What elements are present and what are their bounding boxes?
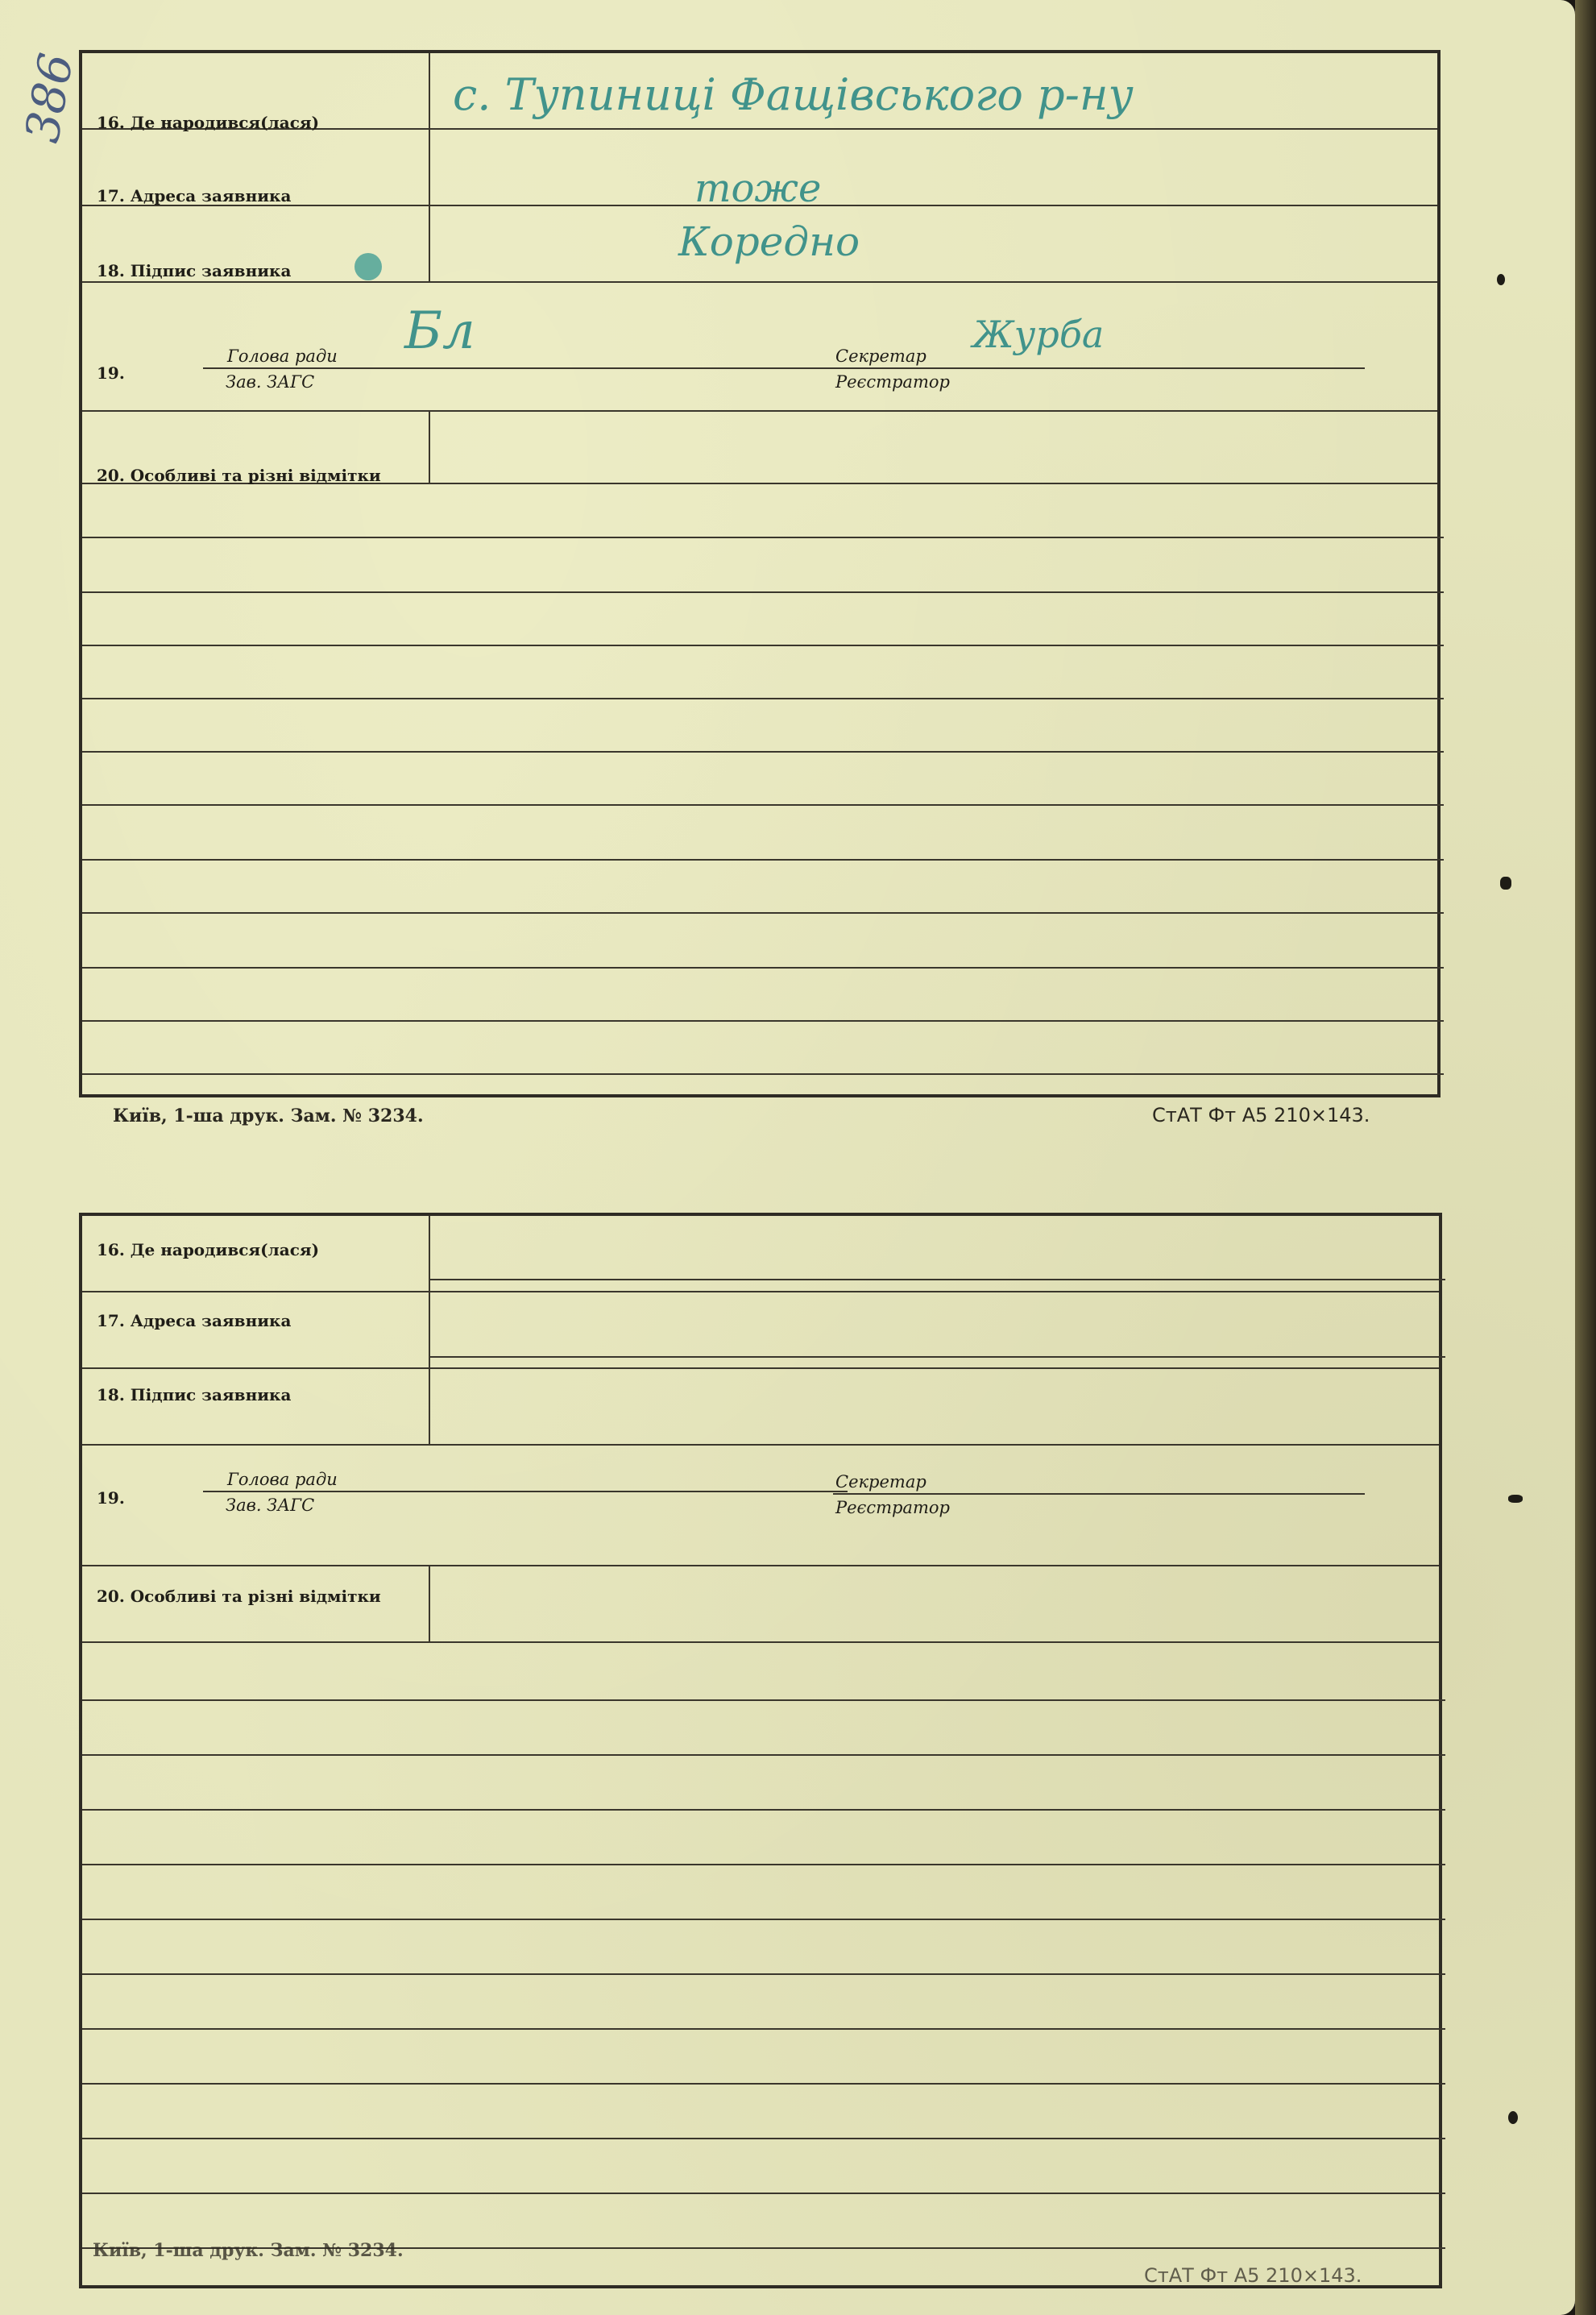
- head-title: Голова ради: [227, 346, 338, 366]
- binding-hole: [1497, 274, 1505, 285]
- field-notes-label: 20. Особливі та різні відмітки: [97, 1587, 381, 1606]
- handwritten-birthplace: с. Тупиниці Фащівського р-ну: [453, 69, 1134, 120]
- handwritten-secretary-signature: Журба: [972, 313, 1105, 356]
- bottom-form: [79, 1213, 1442, 2288]
- registrar-head-title: Зав. ЗАГС: [226, 372, 315, 392]
- secretary-title: Секретар: [835, 346, 927, 366]
- registrar-head-title: Зав. ЗАГС: [226, 1496, 315, 1515]
- top-footer-printer: Київ, 1-ша друк. Зам. № 3234.: [113, 1106, 424, 1126]
- bottom-footer-printer: Київ, 1-ша друк. Зам. № 3234.: [93, 2240, 404, 2261]
- margin-page-number: 386: [15, 48, 85, 147]
- ink-blot: [354, 253, 382, 280]
- bottom-footer-format: СтАТ Фт А5 210×143.: [1144, 2264, 1362, 2287]
- binding-hole: [1508, 2111, 1518, 2124]
- top-form: [79, 50, 1441, 1097]
- top-footer-format: СтАТ Фт А5 210×143.: [1152, 1104, 1370, 1126]
- handwritten-head-signature: Бл: [404, 301, 475, 361]
- book-spine: [1575, 0, 1596, 2315]
- field-address-label: 17. Адреса заявника: [97, 186, 292, 205]
- field-signature-label: 18. Підпис заявника: [97, 261, 292, 280]
- field-officials-label: 19.: [97, 1488, 125, 1508]
- field-birthplace-label: 16. Де народився(лася): [97, 113, 320, 132]
- binding-hole: [1508, 1495, 1523, 1503]
- field-address-label: 17. Адреса заявника: [97, 1311, 292, 1330]
- registrar-title: Реєстратор: [835, 372, 950, 392]
- secretary-title: Секретар: [835, 1472, 927, 1491]
- field-notes-label: 20. Особливі та різні відмітки: [97, 466, 381, 485]
- field-birthplace-label: 16. Де народився(лася): [97, 1240, 320, 1259]
- handwritten-applicant-signature: Коредно: [678, 218, 860, 265]
- handwritten-address: тоже: [694, 166, 822, 211]
- head-title: Голова ради: [227, 1470, 338, 1489]
- field-signature-label: 18. Підпис заявника: [97, 1385, 292, 1404]
- field-officials-label: 19.: [97, 363, 125, 383]
- binding-hole: [1500, 877, 1511, 890]
- registrar-title: Реєстратор: [835, 1498, 950, 1517]
